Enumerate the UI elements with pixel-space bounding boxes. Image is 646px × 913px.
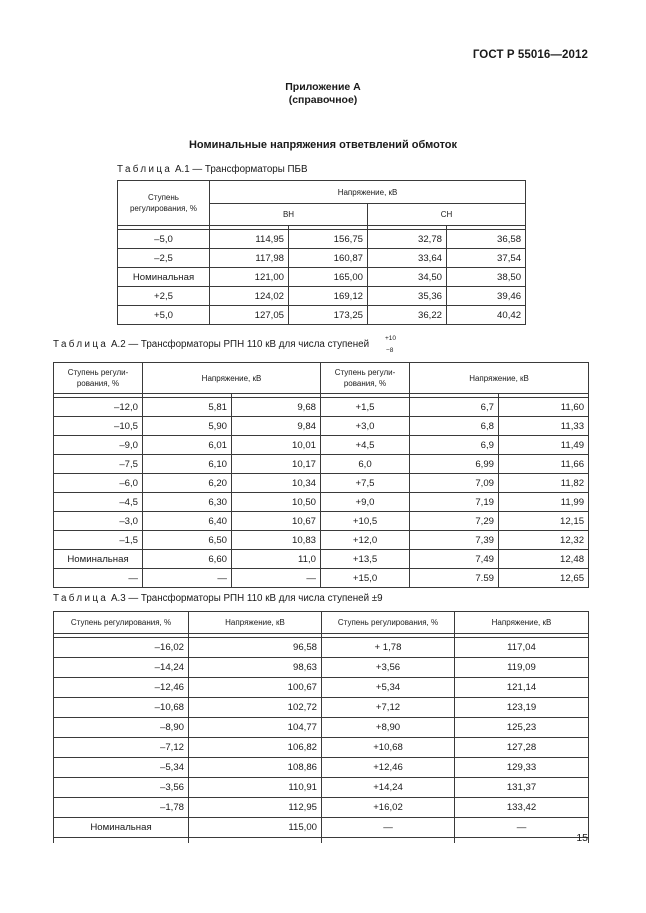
table3-cell: –12,46 — [54, 678, 189, 698]
table2-cell: 11,0 — [232, 550, 321, 569]
table3-header-voltage-left: Напряжение, кВ — [189, 612, 322, 634]
table2-cell: +13,5 — [321, 550, 410, 569]
table2-cell: +1,5 — [321, 398, 410, 417]
table3-row — [54, 778, 589, 798]
table2-cell: 10,17 — [232, 455, 321, 474]
table3-header-step-left: Ступень регулирования, % — [54, 612, 189, 634]
table3-continuation-row — [54, 838, 589, 844]
table2-cell: –9,0 — [54, 436, 143, 455]
table1-header-voltage: Напряжение, кВ — [210, 181, 526, 204]
table2-cell: 11,66 — [499, 455, 589, 474]
table3-cell: 117,04 — [455, 638, 589, 658]
table1-cell: 33,64 — [368, 249, 447, 268]
table3-cell: 108,86 — [189, 758, 322, 778]
table3-row — [54, 738, 589, 758]
table3-cell: +14,24 — [322, 778, 455, 798]
table2-cell: 6,60 — [143, 550, 232, 569]
table2-cell: –6,0 — [54, 474, 143, 493]
table3-cell: 129,33 — [455, 758, 589, 778]
table1-cell: 160,87 — [289, 249, 368, 268]
table2-cell: 5,81 — [143, 398, 232, 417]
table1-row — [118, 249, 526, 268]
table2-cell: 7,09 — [410, 474, 499, 493]
table1-cell: 117,98 — [210, 249, 289, 268]
table1-cell: 40,42 — [447, 306, 526, 325]
table2-row — [54, 531, 589, 550]
table3-cell: –14,24 — [54, 658, 189, 678]
table2-cell: 7.59 — [410, 569, 499, 588]
table3-cell: +12,46 — [322, 758, 455, 778]
table1-row — [118, 306, 526, 325]
table3-cell: 121,14 — [455, 678, 589, 698]
table2-cell: 6,30 — [143, 493, 232, 512]
table1-cell: 35,36 — [368, 287, 447, 306]
document-header: ГОСТ Р 55016—2012 — [472, 49, 588, 61]
table2-cell: 6,8 — [410, 417, 499, 436]
table2-cell: –10,5 — [54, 417, 143, 436]
table2-cell: 6,7 — [410, 398, 499, 417]
table3-row — [54, 818, 589, 838]
table3-continuation-cell — [54, 838, 189, 844]
table2-cell: 9,84 — [232, 417, 321, 436]
table1-cell: 38,50 — [447, 268, 526, 287]
table1-cell: 37,54 — [447, 249, 526, 268]
table2-cell: 6,01 — [143, 436, 232, 455]
table2-cell: –4,5 — [54, 493, 143, 512]
table2-cell: 9,68 — [232, 398, 321, 417]
table3-row — [54, 698, 589, 718]
table3-caption-word: Таблица — [53, 593, 109, 604]
table2-cell: –12,0 — [54, 398, 143, 417]
table2-cell: +12,0 — [321, 531, 410, 550]
table2-cell: — — [232, 569, 321, 588]
table3-cell: –8,90 — [54, 718, 189, 738]
table3-cell: — — [322, 818, 455, 838]
table3-cell: 96,58 — [189, 638, 322, 658]
table2-cell: 10,67 — [232, 512, 321, 531]
table1 — [117, 180, 526, 325]
table3-cell: –10,68 — [54, 698, 189, 718]
table2-cell: 6,10 — [143, 455, 232, 474]
table3-header-voltage-right: Напряжение, кВ — [455, 612, 589, 634]
table2-cell: 12,48 — [499, 550, 589, 569]
table3-cell: 131,37 — [455, 778, 589, 798]
table1-cell: –2,5 — [118, 249, 210, 268]
table3-cell: 119,09 — [455, 658, 589, 678]
table3-cell: — — [455, 818, 589, 838]
table2-cell: +3,0 — [321, 417, 410, 436]
table2-cell: 12,65 — [499, 569, 589, 588]
table1-cell: +2,5 — [118, 287, 210, 306]
table2-row — [54, 398, 589, 417]
section-title: Номинальные напряжения ответвлений обмоток — [188, 139, 458, 151]
table2-cell: — — [143, 569, 232, 588]
table3-cell: 127,28 — [455, 738, 589, 758]
table2-cell: 11,82 — [499, 474, 589, 493]
table1-caption-word: Таблица — [117, 164, 173, 175]
table2-header-step-right: Ступень регули-рования, % — [321, 363, 410, 394]
table2-header-voltage-left: Напряжение, кВ — [143, 363, 321, 394]
table3-cell: 100,67 — [189, 678, 322, 698]
table3-row — [54, 658, 589, 678]
table3-row — [54, 678, 589, 698]
table2-cell: 7,49 — [410, 550, 499, 569]
table3-cell: +8,90 — [322, 718, 455, 738]
table2-row — [54, 569, 589, 588]
table3-cell: 110,91 — [189, 778, 322, 798]
table3-cell: +7,12 — [322, 698, 455, 718]
table2-caption-word: Таблица — [53, 339, 109, 350]
table2-cell: –1,5 — [54, 531, 143, 550]
table3-continuation-cell — [189, 838, 322, 844]
table2-row — [54, 493, 589, 512]
table2-cell: 10,34 — [232, 474, 321, 493]
table2-cell: 7,19 — [410, 493, 499, 512]
table2-cell: +9,0 — [321, 493, 410, 512]
table3-cell: –16,02 — [54, 638, 189, 658]
table3-caption — [53, 593, 383, 604]
table2-cell: 6,9 — [410, 436, 499, 455]
table1-caption — [117, 164, 308, 175]
table3-row — [54, 718, 589, 738]
table3 — [53, 611, 589, 843]
table2-cell: 11,99 — [499, 493, 589, 512]
table2-row — [54, 512, 589, 531]
table2-cell: 7,39 — [410, 531, 499, 550]
table2-cell: 5,90 — [143, 417, 232, 436]
table2-steps-subscript: −8 — [386, 347, 394, 354]
table3-header-step-right: Ступень регулирования, % — [322, 612, 455, 634]
table1-row — [118, 268, 526, 287]
table3-continuation-cell — [322, 838, 455, 844]
table2-caption — [53, 339, 369, 350]
table1-cell: +5,0 — [118, 306, 210, 325]
table3-cell: 115,00 — [189, 818, 322, 838]
table2-cell: +15,0 — [321, 569, 410, 588]
table3-cell: +3,56 — [322, 658, 455, 678]
table1-row — [118, 230, 526, 249]
table3-cell: 123,19 — [455, 698, 589, 718]
table2-row — [54, 436, 589, 455]
table3-cell: 98,63 — [189, 658, 322, 678]
table1-caption-text: А.1 — Трансформаторы ПБВ — [174, 164, 308, 175]
table1-cell: 36,58 — [447, 230, 526, 249]
table3-row — [54, 638, 589, 658]
table2-cell: 6,0 — [321, 455, 410, 474]
table3-cell: 104,77 — [189, 718, 322, 738]
table1-header-step: Ступень регулирования, % — [118, 181, 210, 226]
table2-steps-superscript: +10 — [385, 335, 397, 342]
table3-cell: +10,68 — [322, 738, 455, 758]
table1-cell: 169,12 — [289, 287, 368, 306]
table3-row — [54, 798, 589, 818]
table2-header-voltage-right: Напряжение, кВ — [410, 363, 589, 394]
table2-cell: 11,33 — [499, 417, 589, 436]
table2-cell: 7,29 — [410, 512, 499, 531]
table3-cell: –5,34 — [54, 758, 189, 778]
table2-cell: 12,15 — [499, 512, 589, 531]
table3-cell: –1,78 — [54, 798, 189, 818]
table2-cell: — — [54, 569, 143, 588]
table1-cell: 34,50 — [368, 268, 447, 287]
table3-cell: 106,82 — [189, 738, 322, 758]
table2-cell: 10,01 — [232, 436, 321, 455]
table2-cell: 10,83 — [232, 531, 321, 550]
table2-cell: +4,5 — [321, 436, 410, 455]
table2-row — [54, 474, 589, 493]
table2-header-step-left: Ступень регули-рования, % — [54, 363, 143, 394]
table1-cell: 173,25 — [289, 306, 368, 325]
table3-cell: –3,56 — [54, 778, 189, 798]
table2-row — [54, 550, 589, 569]
table2-cell: 11,49 — [499, 436, 589, 455]
table2-cell: –7,5 — [54, 455, 143, 474]
table1-header-vn: ВН — [210, 204, 368, 226]
table1-cell: 114,95 — [210, 230, 289, 249]
table3-cell: + 1,78 — [322, 638, 455, 658]
table3-continuation-cell — [455, 838, 589, 844]
page-number: 15 — [576, 832, 588, 844]
table2-cell: 12,32 — [499, 531, 589, 550]
table1-cell: 165,00 — [289, 268, 368, 287]
table1-row — [118, 287, 526, 306]
table3-cell: +5,34 — [322, 678, 455, 698]
table3-cell: 112,95 — [189, 798, 322, 818]
table1-header-sn: СН — [368, 204, 526, 226]
table2-row — [54, 455, 589, 474]
table3-cell: 133,42 — [455, 798, 589, 818]
table3-cell: Номинальная — [54, 818, 189, 838]
table3-caption-text: А.3 — Трансформаторы РПН 110 кВ для числа ступеней ±9 — [110, 593, 383, 604]
appendix-subtitle: (справочное) — [288, 94, 358, 106]
table2-cell: 11,60 — [499, 398, 589, 417]
table1-cell: 36,22 — [368, 306, 447, 325]
table1-cell: 156,75 — [289, 230, 368, 249]
table1-cell: 39,46 — [447, 287, 526, 306]
table2-cell: +7,5 — [321, 474, 410, 493]
table2-cell: 6,99 — [410, 455, 499, 474]
table2-caption-text: А.2 — Трансформаторы РПН 110 кВ для числа ступеней — [110, 339, 370, 350]
table3-cell: 125,23 — [455, 718, 589, 738]
table2-cell: 6,20 — [143, 474, 232, 493]
table2-row — [54, 417, 589, 436]
table1-cell: 121,00 — [210, 268, 289, 287]
table2-cell: 6,50 — [143, 531, 232, 550]
table2-cell: 10,50 — [232, 493, 321, 512]
table2-cell: Номинальная — [54, 550, 143, 569]
table1-cell: Номинальная — [118, 268, 210, 287]
table3-cell: –7,12 — [54, 738, 189, 758]
table1-cell: 32,78 — [368, 230, 447, 249]
table2-cell: –3,0 — [54, 512, 143, 531]
table3-cell: 102,72 — [189, 698, 322, 718]
appendix-title: Приложение А — [285, 81, 361, 93]
table1-cell: 124,02 — [210, 287, 289, 306]
table1-cell: –5,0 — [118, 230, 210, 249]
table2-cell: +10,5 — [321, 512, 410, 531]
table2 — [53, 362, 589, 588]
table3-cell: +16,02 — [322, 798, 455, 818]
table3-row — [54, 758, 589, 778]
table1-cell: 127,05 — [210, 306, 289, 325]
table2-cell: 6,40 — [143, 512, 232, 531]
